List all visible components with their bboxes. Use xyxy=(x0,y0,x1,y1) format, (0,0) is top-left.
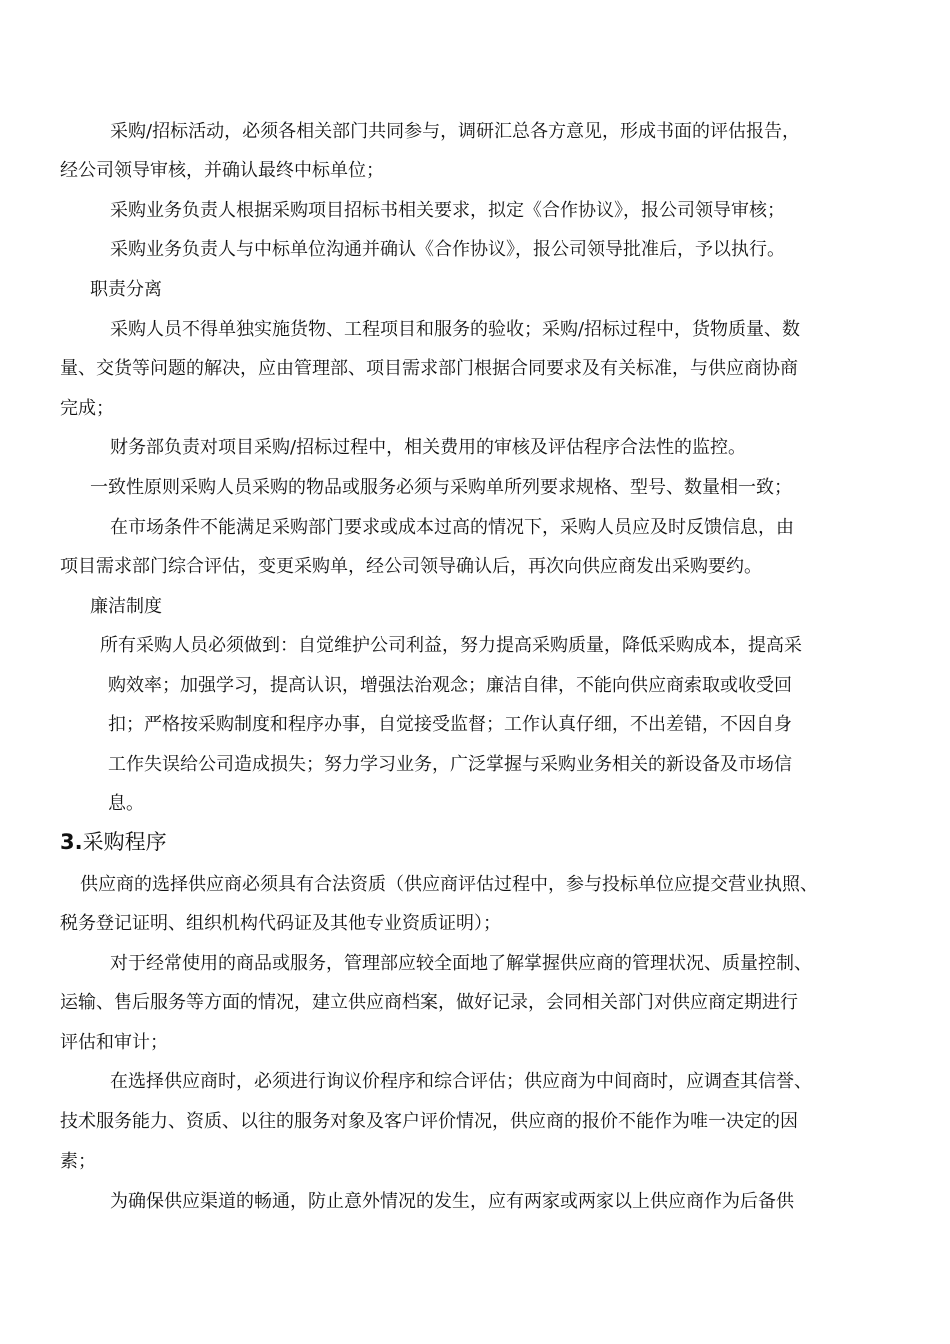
paragraph-line: 供应商的选择供应商必须具有合法资质（供应商评估过程中，参与投标单位应提交营业执照、 xyxy=(80,874,818,895)
paragraph-line: 经公司领导审核，并确认最终中标单位； xyxy=(60,160,384,181)
heading-number: 3. xyxy=(60,830,83,854)
paragraph-line: 一致性原则采购人员采购的物品或服务必须与采购单所列要求规格、型号、数量相一致； xyxy=(90,477,792,498)
heading-title: 采购程序 xyxy=(82,830,167,854)
paragraph-line: 扣；严格按采购制度和程序办事，自觉接受监督；工作认真仔细，不出差错，不因自身 xyxy=(108,714,792,735)
heading-3 xyxy=(60,830,180,854)
paragraph-line: 采购业务负责人与中标单位沟通并确认《合作协议》，报公司领导批准后，予以执行。 xyxy=(110,239,785,260)
paragraph-line: 采购业务负责人根据采购项目招标书相关要求，拟定《合作协议》，报公司领导审核； xyxy=(110,200,785,221)
paragraph-line: 在选择供应商时，必须进行询议价程序和综合评估；供应商为中间商时，应调查其信誉、 xyxy=(110,1071,812,1092)
paragraph-line: 为确保供应渠道的畅通，防止意外情况的发生，应有两家或两家以上供应商作为后备供 xyxy=(110,1191,794,1212)
paragraph-line: 在市场条件不能满足采购部门要求或成本过高的情况下，采购人员应及时反馈信息，由 xyxy=(110,517,794,538)
paragraph-line: 项目需求部门综合评估，变更采购单，经公司领导确认后，再次向供应商发出采购要约。 xyxy=(60,556,762,577)
paragraph-line: 工作失误给公司造成损失；努力学习业务，广泛掌握与采购业务相关的新设备及市场信 xyxy=(108,754,792,775)
paragraph-line: 技术服务能力、资质、以往的服务对象及客户评价情况，供应商的报价不能作为唯一决定的因 xyxy=(60,1111,798,1132)
paragraph-line: 采购人员不得单独实施货物、工程项目和服务的验收；采购/招标过程中，货物质量、数 xyxy=(110,319,801,340)
paragraph-line: 量、交货等问题的解决，应由管理部、项目需求部门根据合同要求及有关标准，与供应商协商 xyxy=(60,358,798,379)
section-title: 廉洁制度 xyxy=(90,596,162,617)
paragraph-line: 财务部负责对项目采购/招标过程中，相关费用的审核及评估程序合法性的监控。 xyxy=(110,437,747,458)
paragraph-line: 采购/招标活动，必须各相关部门共同参与，调研汇总各方意见，形成书面的评估报告， xyxy=(110,121,801,142)
paragraph-line: 对于经常使用的商品或服务，管理部应较全面地了解掌握供应商的管理状况、质量控制、 xyxy=(110,953,812,974)
paragraph-line: 所有采购人员必须做到：自觉维护公司利益，努力提高采购质量，降低采购成本，提高采 xyxy=(100,635,802,656)
paragraph-line: 素； xyxy=(60,1151,96,1172)
paragraph-line: 运输、售后服务等方面的情况，建立供应商档案，做好记录，会同相关部门对供应商定期进行 xyxy=(60,992,798,1013)
paragraph-line: 息。 xyxy=(108,793,144,814)
section-title: 职责分离 xyxy=(90,279,162,300)
paragraph-line: 税务登记证明、组织机构代码证及其他专业资质证明）； xyxy=(60,913,501,934)
paragraph-line: 购效率；加强学习，提高认识，增强法治观念；廉洁自律，不能向供应商索取或收受回 xyxy=(108,675,792,696)
paragraph-line: 完成； xyxy=(60,398,114,419)
paragraph-line: 评估和审计； xyxy=(60,1032,168,1053)
